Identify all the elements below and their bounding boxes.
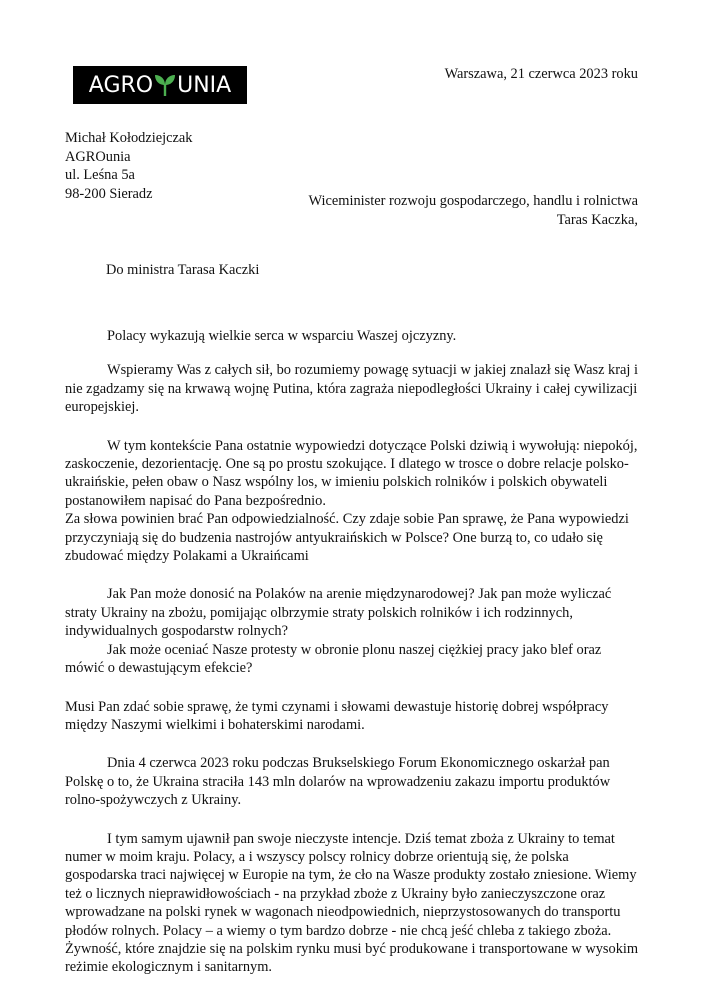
recipient-address (308, 192, 638, 229)
letter-body (65, 327, 640, 977)
sender-organization: AGROunia (65, 148, 131, 165)
logo-text-left: AGRO (88, 72, 154, 98)
agrounia-logo (73, 66, 247, 104)
sender-name: Michał Kołodziejczak (65, 130, 193, 146)
recipient-title: Wiceminister rozwoju gospodarczego, handlu i rolnictwa (308, 193, 638, 209)
paragraph: Za słowa powinien brać Pan odpowiedzialność. Czy zdaje sobie Pan sprawę, że Pana wypowiedzi przyczyniają się do budzenia nastrojów antyukraińskich w Polsce? One burzą to, co udało się zbudować między Polakami a Ukraińcami (65, 511, 629, 565)
logo-text-right: UNIA (177, 72, 232, 98)
sender-city: 98-200 Sieradz (65, 185, 153, 202)
paragraph: Wspieramy Was z całych sił, bo rozumiemy powagę sytuacji w jakiej znalazł się Wasz kraj i nie zgadzamy się na krwawą wojnę Putina, która zagraża niepodległości Ukrainy i całej cywilizacji europejskiej. (65, 362, 639, 416)
paragraph: Jak Pan może donosić na Polaków na arenie międzynarodowej? Jak pan może wyliczać straty Ukrainy na zbożu, pomijając olbrzymie straty polskich rolników i ich rodzinnych, indywidualnych gospodarstw rolnych? (65, 586, 612, 640)
paragraph: Musi Pan zdać sobie sprawę, że tymi czynami i słowami dewastuje historię dobrej współpracy między Naszymi wielkimi i bohaterskimi narodami. (65, 698, 609, 733)
salutation: Do ministra Tarasa Kaczki (106, 262, 260, 278)
sprout-icon (154, 73, 176, 97)
sender-street: ul. Leśna 5a (65, 167, 135, 183)
paragraph: I tym samym ujawnił pan swoje nieczyste intencje. Dziś temat zboża z Ukrainy to temat numer w moim kraju. Polacy, a i wszyscy polscy rolnicy dobrze orientują się, że polska gospodarska traci najwięcej w Europie na tym, że cło na Wasze produkty zostało zniesione. Wiemy też o licznych nieprawidłowościach - na przykład zboże z Ukrainy było zanieczyszczone oraz wprowadzane na polski rynek w wagonach nieodpowiednich, nieprzystosowanych do transportu płodów rolnych. Polacy – a wiemy o tym bardzo dobrze - nie chcą jeść chleba z takiego zboża. Żywność, które znajdzie się na polskim rynku musi być produkowane i transportowane w wysokim reżimie ekologicznym i sanitarnym. (65, 830, 639, 976)
letter-date: Warszawa, 21 czerwca 2023 roku (444, 66, 638, 82)
sender-address (65, 129, 192, 203)
paragraph: Dnia 4 czerwca 2023 roku podczas Brukselskiego Forum Ekonomicznego oskarżał pan Polskę o to, że Ukraina straciła 143 mln dolarów na wprowadzeniu zakazu importu produktów rolno-spożywczych z Ukrainy. (65, 755, 611, 809)
recipient-name: Taras Kaczka, (556, 211, 638, 228)
paragraph: Polacy wykazują wielkie serca w wsparciu Waszej ojczyzny. (107, 328, 457, 344)
paragraph: W tym kontekście Pana ostatnie wypowiedzi dotyczące Polski dziwią i wywołują: niepokój, zaskoczenie, dezorientację. One są po prostu szokujące. I dlatego w trosce o dobre relacje polsko-ukraińskie, pełen obaw o Nasz wspólny los, w imieniu polskich rolników i polskich obywateli postanowiłem napisać do Pana bezpośrednio. (65, 437, 638, 509)
paragraph: Jak może oceniać Nasze protesty w obronie plonu naszej ciężkiej pracy jako blef oraz mówić o dewastującym efekcie? (65, 641, 602, 677)
